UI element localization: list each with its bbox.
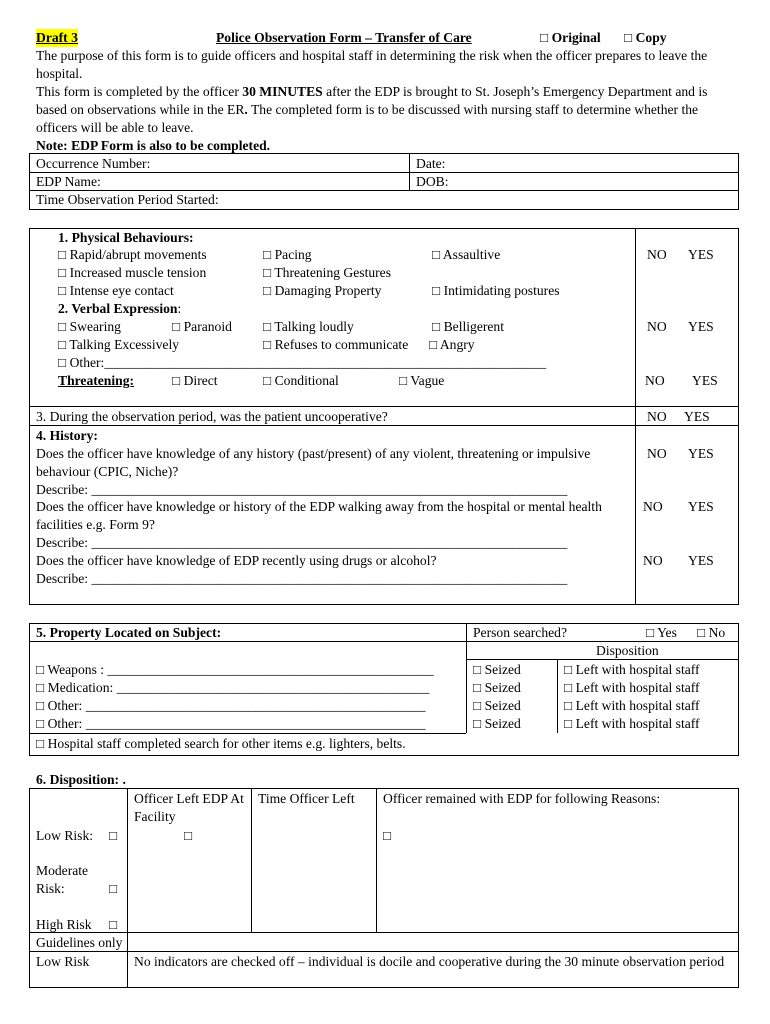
dob-label[interactable]: DOB: — [416, 174, 449, 189]
intimidating-postures-checkbox[interactable]: □ Intimidating postures — [432, 283, 560, 298]
history-q3-yes[interactable]: YES — [688, 553, 714, 568]
history-question-3: Does the officer have knowledge of EDP recently using drugs or alcohol? — [36, 553, 437, 568]
history-q1-no[interactable]: NO — [647, 446, 667, 461]
high-risk-checkbox[interactable]: □ — [109, 917, 118, 932]
threatening-gestures-checkbox[interactable]: □ Threatening Gestures — [263, 265, 391, 280]
draft-label: Draft 3 — [36, 30, 78, 45]
guideline-low-risk: Low Risk — [36, 954, 90, 969]
weapons-seized[interactable]: □ Seized — [473, 662, 521, 677]
damaging-property-checkbox[interactable]: □ Damaging Property — [263, 283, 382, 298]
guidelines-label: Guidelines only — [36, 935, 123, 950]
section2-no[interactable]: NO — [647, 319, 667, 334]
history-q2-no[interactable]: NO — [643, 499, 663, 514]
section3-no[interactable]: NO — [647, 409, 667, 424]
history-describe-1[interactable]: Describe: ______________________________________________________________________ — [36, 482, 568, 497]
time-started-label[interactable]: Time Observation Period Started: — [36, 192, 219, 207]
verbal-other-field[interactable]: □ Other:_________________________________________________________________ — [58, 355, 547, 370]
threatening-no[interactable]: NO — [645, 373, 665, 388]
other1-seized[interactable]: □ Seized — [473, 698, 521, 713]
edp-name-label[interactable]: EDP Name: — [36, 174, 101, 189]
disposition-header: Disposition — [596, 643, 659, 658]
instructions-text-a: This form is completed by the officer — [36, 84, 239, 99]
history-heading: 4. History: — [36, 428, 98, 443]
physical-behaviours-heading: 1. Physical Behaviours: — [58, 230, 194, 245]
paranoid-checkbox[interactable]: □ Paranoid — [172, 319, 232, 334]
instructions-paragraph — [36, 83, 736, 137]
officer-remained-header: Officer remained with EDP for following Reasons: — [383, 791, 661, 806]
assaultive-checkbox[interactable]: □ Assaultive — [432, 247, 501, 262]
weapons-field[interactable]: □ Weapons : ________________________________________________ — [36, 662, 434, 677]
original-checkbox[interactable]: □ Original — [540, 30, 601, 45]
medication-seized[interactable]: □ Seized — [473, 680, 521, 695]
talking-loudly-checkbox[interactable]: □ Talking loudly — [263, 319, 354, 334]
direct-checkbox[interactable]: □ Direct — [172, 373, 218, 388]
weapons-left-with-staff[interactable]: □ Left with hospital staff — [564, 662, 700, 677]
guideline-low-risk-description: No indicators are checked off – individual is docile and cooperative during the 30 minute observation period — [134, 954, 725, 969]
history-question-2: Does the officer have knowledge or history of the EDP walking away from the hospital or mental health facilities e.g. Form 9? — [36, 499, 602, 532]
verbal-expression-colon: : — [177, 301, 182, 316]
other2-left-with-staff[interactable]: □ Left with hospital staff — [564, 716, 700, 731]
moderate-risk-checkbox[interactable]: □ — [109, 881, 118, 896]
person-searched-no[interactable]: □ No — [697, 625, 726, 640]
high-risk-label: High Risk — [36, 917, 92, 932]
person-searched-yes[interactable]: □ Yes — [646, 625, 677, 640]
purpose-paragraph: The purpose of this form is to guide officers and hospital staff in determining the risk when the officer prepares to leave the hospital. — [36, 48, 708, 81]
history-describe-3[interactable]: Describe: ______________________________________________________________________ — [36, 571, 568, 586]
time-officer-left-header: Time Officer Left — [258, 791, 355, 806]
belligerent-checkbox[interactable]: □ Belligerent — [432, 319, 505, 334]
section1-no[interactable]: NO — [647, 247, 667, 262]
property-heading: 5. Property Located on Subject: — [36, 625, 222, 640]
history-q2-yes[interactable]: YES — [688, 499, 714, 514]
verbal-expression-heading-text: 2. Verbal Expression — [58, 301, 178, 316]
threatening-label: Threatening: — [58, 373, 135, 388]
pacing-checkbox[interactable]: □ Pacing — [263, 247, 312, 262]
eye-contact-checkbox[interactable]: □ Intense eye contact — [58, 283, 174, 298]
section2-yes[interactable]: YES — [688, 319, 714, 334]
officer-remained-checkbox[interactable]: □ — [383, 828, 392, 843]
history-question-1: Does the officer have knowledge of any history (past/present) of any violent, threatening or impulsive behaviour (CPIC, Niche)? — [36, 446, 591, 479]
muscle-tension-checkbox[interactable]: □ Increased muscle tension — [58, 265, 207, 280]
medication-field[interactable]: □ Medication: ______________________________________________ — [36, 680, 430, 695]
other-field-2[interactable]: □ Other: __________________________________________________ — [36, 716, 426, 731]
other-field-1[interactable]: □ Other: __________________________________________________ — [36, 698, 426, 713]
moderate-label: Moderate — [36, 863, 89, 878]
copy-checkbox[interactable]: □ Copy — [624, 30, 667, 45]
swearing-checkbox[interactable]: □ Swearing — [58, 319, 121, 334]
occurrence-number-label[interactable]: Occurrence Number: — [36, 156, 151, 171]
medication-left-with-staff[interactable]: □ Left with hospital staff — [564, 680, 700, 695]
section1-yes[interactable]: YES — [688, 247, 714, 262]
history-q3-no[interactable]: NO — [643, 553, 663, 568]
hospital-search-checkbox[interactable]: □ Hospital staff completed search for other items e.g. lighters, belts. — [36, 736, 406, 751]
form-title: Police Observation Form – Transfer of Care — [216, 30, 472, 45]
thirty-minutes: 30 MINUTES — [242, 84, 323, 99]
section3-yes[interactable]: YES — [684, 409, 710, 424]
moderate-risk-label: Risk: — [36, 881, 65, 896]
officer-left-checkbox[interactable]: □ — [184, 828, 193, 843]
instructions-text-b: after the EDP is brought to St. Joseph’s Emergency Department and is based on observations while in the ER — [36, 84, 708, 117]
threatening-yes[interactable]: YES — [692, 373, 718, 388]
instructions-period: . — [244, 102, 248, 117]
instructions-text-c: The completed form is to be discussed with nursing staff to determine whether the officers will be able to leave. — [36, 102, 699, 135]
person-searched-label: Person searched? — [473, 625, 567, 640]
other2-seized[interactable]: □ Seized — [473, 716, 521, 731]
verbal-expression-heading — [58, 300, 181, 318]
history-describe-2[interactable]: Describe: ______________________________________________________________________ — [36, 535, 568, 550]
talking-excessively-checkbox[interactable]: □ Talking Excessively — [58, 337, 180, 352]
date-label[interactable]: Date: — [416, 156, 446, 171]
officer-left-header: Officer Left EDP At Facility — [134, 791, 244, 824]
conditional-checkbox[interactable]: □ Conditional — [263, 373, 339, 388]
low-risk-label: Low Risk: — [36, 828, 94, 843]
uncooperative-question: 3. During the observation period, was the patient uncooperative? — [36, 409, 388, 424]
vague-checkbox[interactable]: □ Vague — [399, 373, 445, 388]
other1-left-with-staff[interactable]: □ Left with hospital staff — [564, 698, 700, 713]
low-risk-checkbox[interactable]: □ — [109, 828, 118, 843]
angry-checkbox[interactable]: □ Angry — [429, 337, 475, 352]
history-q1-yes[interactable]: YES — [688, 446, 714, 461]
rapid-movements-checkbox[interactable]: □ Rapid/abrupt movements — [58, 247, 207, 262]
refuses-communicate-checkbox[interactable]: □ Refuses to communicate — [263, 337, 409, 352]
note-text: Note: EDP Form is also to be completed. — [36, 138, 271, 153]
disposition-heading: 6. Disposition: . — [36, 772, 126, 787]
